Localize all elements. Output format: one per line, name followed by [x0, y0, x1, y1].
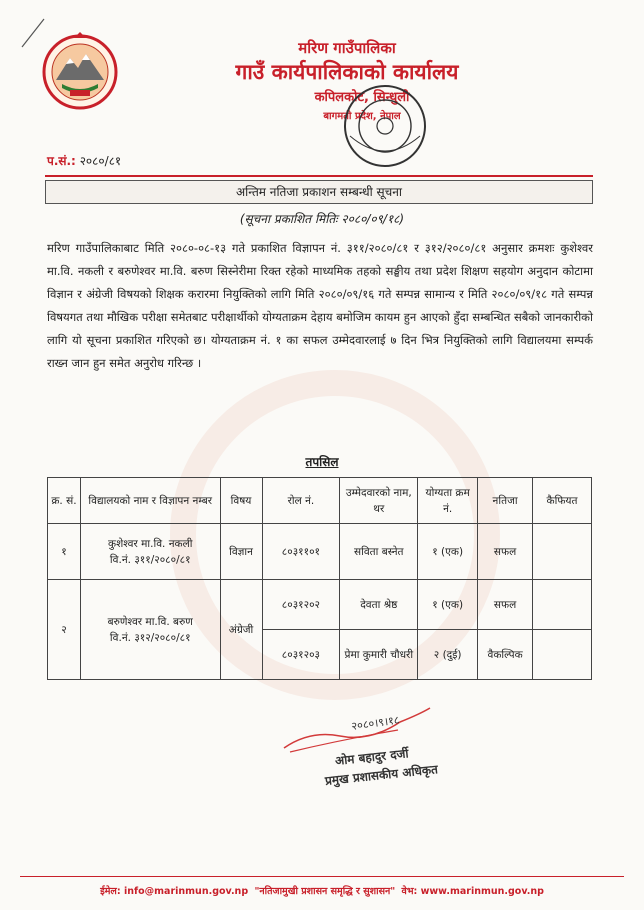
cell-candidate: सविता बस्नेत: [340, 524, 418, 580]
table-row: [48, 524, 592, 580]
footer-web[interactable]: www.marinmun.gov.np: [420, 886, 544, 897]
ad-number: वि.नं. ३१२/२०८०/८१: [109, 631, 191, 644]
footer: [0, 884, 644, 897]
signatory-title: प्रमुख प्रशासकीय अधिकृत: [324, 762, 439, 788]
cell-candidate: देवता श्रेष्ठ: [340, 580, 418, 630]
notice-body: मरिण गाउँपालिकाबाट मिति २०८०-०८-१३ गते प्रकाशित विज्ञापन नं. ३११/२०८०/८१ र ३१२/२०८०/८१ अनुसार क्रमशः कुशेश्वर मा.वि. नकली र बरुणेश्वर मा.वि. बरुण सिस्नेरीमा रिक्त रहेको माध्यमिक तहको सङ्घीय तथा प्रदेश शिक्षण सहयोग अनुदान कोटामा विज्ञान र अंग्रेजी विषयको शिक्षक करारमा नियुक्तिको लागि मिति २०८०/०९/१६ गते सम्पन्न सामान्य र मिति २०८०/०९/१८ गते सम्पन्न विषयगत तथा मौखिक परीक्षा समेतबाट परीक्षार्थीको योग्यताक्रम देहाय बमोजिम कायम हुन आएको हुँदा सम्बन्धित सबैको जानकारीको लागि यो सूचना प्रकाशित गरिएको छ। योग्यताक्रम नं. १ का सफल उम्मेदवारलाई ७ दिन भित्र नियुक्तिको लागि विद्यालयमा सम्पर्क राख्न जान हुन समेत अनुरोध गरिन्छ ।: [47, 241, 593, 370]
cell-subject: विज्ञान: [220, 524, 262, 580]
header-candidate: उम्मेदवारको नाम, थर: [340, 478, 418, 524]
cell-school: [80, 524, 220, 580]
cell-roll: ८०३१२०३: [262, 630, 340, 680]
annex-title: तपसिल: [305, 455, 339, 469]
header-divider: [45, 175, 593, 177]
cell-remarks: [533, 580, 592, 630]
header-sn: क्र. सं.: [48, 478, 81, 524]
footer-slogan: "नतिजामुखी प्रशासन समृद्धि र सुशासन": [254, 886, 396, 897]
cell-result: सफल: [478, 580, 533, 630]
office-province: बागमती प्रदेश, नेपाल: [323, 111, 401, 122]
reference-label: प.सं.:: [47, 154, 76, 168]
signature-date: २०८०।९।१८: [350, 713, 401, 733]
cell-remarks: [533, 630, 592, 680]
cell-roll: ८०३११०१: [262, 524, 340, 580]
cell-rank: १ (एक): [418, 580, 478, 630]
municipality-name: मरिण गाउँपालिका: [298, 39, 396, 57]
school-name: कुशेश्वर मा.वि. नकली: [108, 537, 193, 550]
office-name: गाउँ कार्यपालिकाको कार्यालय: [235, 60, 459, 84]
cell-result: सफल: [478, 524, 533, 580]
cell-remarks: [533, 524, 592, 580]
header-roll: रोल नं.: [262, 478, 340, 524]
ad-number: वि.नं. ३११/२०८०/८१: [109, 553, 191, 566]
footer-email[interactable]: info@marinmun.gov.np: [123, 886, 249, 897]
reference-number: [47, 152, 121, 169]
office-stamp: [340, 82, 430, 170]
school-name: बरुणेश्वर मा.वि. बरुण: [107, 615, 193, 628]
footer-divider: [20, 876, 624, 877]
office-location: कपिलकोट, सिन्धुली: [314, 90, 410, 105]
table-header-row: [48, 478, 592, 524]
cell-subject: अंग्रेजी: [220, 580, 262, 680]
notice-title: अन्तिम नतिजा प्रकाशन सम्बन्धी सूचना: [45, 180, 593, 204]
header-school: विद्यालयको नाम र विज्ञापन नम्बर: [80, 478, 220, 524]
reference-value: २०८०/८१: [79, 154, 122, 168]
footer-web-label: वेभ:: [401, 886, 418, 897]
cell-result: वैकल्पिक: [478, 630, 533, 680]
footer-email-label: ईमेल:: [100, 886, 121, 897]
cell-roll: ८०३१२०२: [262, 580, 340, 630]
signatory-name: ओम बहादुर दर्जी: [334, 746, 410, 768]
notice-date: (सूचना प्रकाशित मितिः २०८०/०९/१८): [239, 212, 405, 226]
result-table: [47, 477, 592, 680]
cell-rank: २ (दुई): [418, 630, 478, 680]
header-rank: योग्यता क्रम नं.: [418, 478, 478, 524]
header-remarks: कैफियत: [533, 478, 592, 524]
cell-school: [80, 580, 220, 680]
cell-candidate: प्रेमा कुमारी चौधरी: [340, 630, 418, 680]
table-row: [48, 580, 592, 630]
header-subject: विषय: [220, 478, 262, 524]
header-result: नतिजा: [478, 478, 533, 524]
cell-rank: १ (एक): [418, 524, 478, 580]
cell-sn: २: [48, 580, 81, 680]
cell-sn: १: [48, 524, 81, 580]
